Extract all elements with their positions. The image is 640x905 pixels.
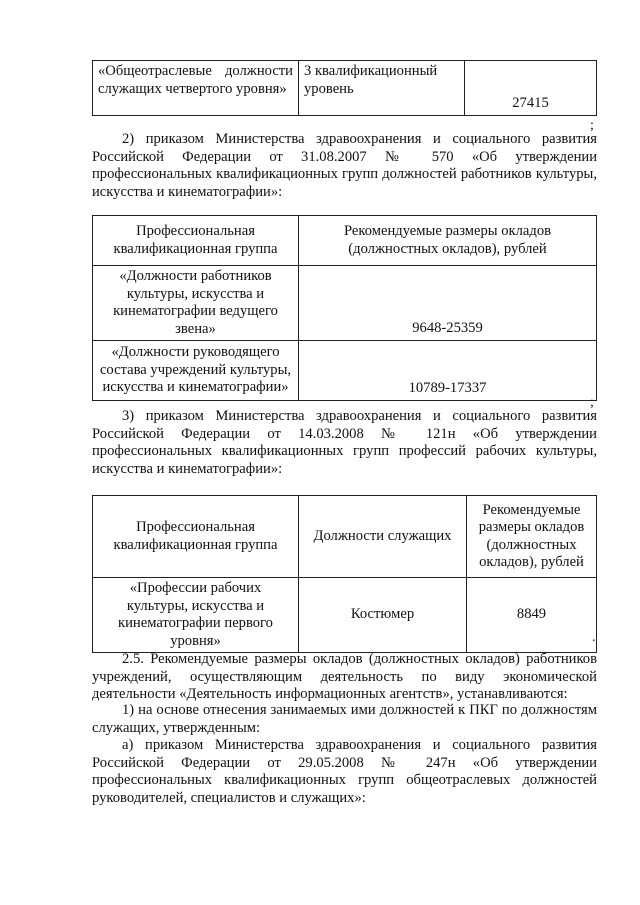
table3-row-group: «Профессии рабочих культуры, искусства и кинематографии первого уровня» bbox=[93, 578, 299, 653]
table-top-cell-group: «Общеотраслевые должности служащих четвертого уровня» bbox=[93, 61, 299, 116]
table-top-cell-value: 27415 bbox=[465, 61, 597, 116]
table3-header-group: Профессиональная квалификационная группа bbox=[93, 496, 299, 578]
table-top bbox=[92, 60, 597, 116]
dot-mark: . bbox=[592, 630, 596, 645]
table-top-cell-level: 3 квалификационный уровень bbox=[299, 61, 465, 116]
table3-row-value: 8849 bbox=[467, 578, 597, 653]
semicolon-1: ; bbox=[590, 118, 594, 133]
paragraph-a: а) приказом Министерства здравоохранения и социального развития Российской Федерации от 29.05.2008 № 247н «Об утверждении профессиональных квалификационных групп общеотраслевых должностей руководителей, специалистов и служащих»: bbox=[92, 737, 597, 806]
table-culture-workers bbox=[92, 495, 597, 653]
paragraph-2: 2) приказом Министерства здравоохранения и социального развития Российской Федерации от 31.08.2007 № 570 «Об утверждении профессиональных квалификационных групп должностей работников культуры, искусства и кинематографии»: bbox=[92, 131, 597, 200]
table2-row2-group: «Должности руководящего состава учреждений культуры, искусства и кинематографии» bbox=[93, 341, 299, 401]
table2-header-group: Профессиональная квалификационная группа bbox=[93, 216, 299, 266]
paragraph-2-5: 2.5. Рекомендуемые размеры окладов (должностных окладов) работников учреждений, осуществляющим деятельность по виду экономической деятельности «Деятельность информационных агентств», устанавливаются: bbox=[92, 651, 597, 702]
table-culture-positions bbox=[92, 215, 597, 401]
table3-header-value: Рекомендуемые размеры окладов (должностных окладов), рублей bbox=[467, 496, 597, 578]
table2-row1-value: 9648-25359 bbox=[299, 266, 597, 341]
semicolon-2: ; bbox=[590, 395, 594, 410]
paragraph-1: 1) на основе отнесения занимаемых ими должностей к ПКГ по должностям служащих, утвержденным: bbox=[92, 702, 597, 736]
table3-header-position: Должности служащих bbox=[299, 496, 467, 578]
table3-row-position: Костюмер bbox=[299, 578, 467, 653]
table2-header-value: Рекомендуемые размеры окладов (должностных окладов), рублей bbox=[299, 216, 597, 266]
paragraph-3: 3) приказом Министерства здравоохранения и социального развития Российской Федерации от 14.03.2008 № 121н «Об утверждении профессиональных квалификационных групп профессий рабочих культуры, искусства и кинематографии»: bbox=[92, 408, 597, 477]
table2-row2-value: 10789-17337 bbox=[299, 341, 597, 401]
table2-row1-group: «Должности работников культуры, искусства и кинематографии ведущего звена» bbox=[93, 266, 299, 341]
